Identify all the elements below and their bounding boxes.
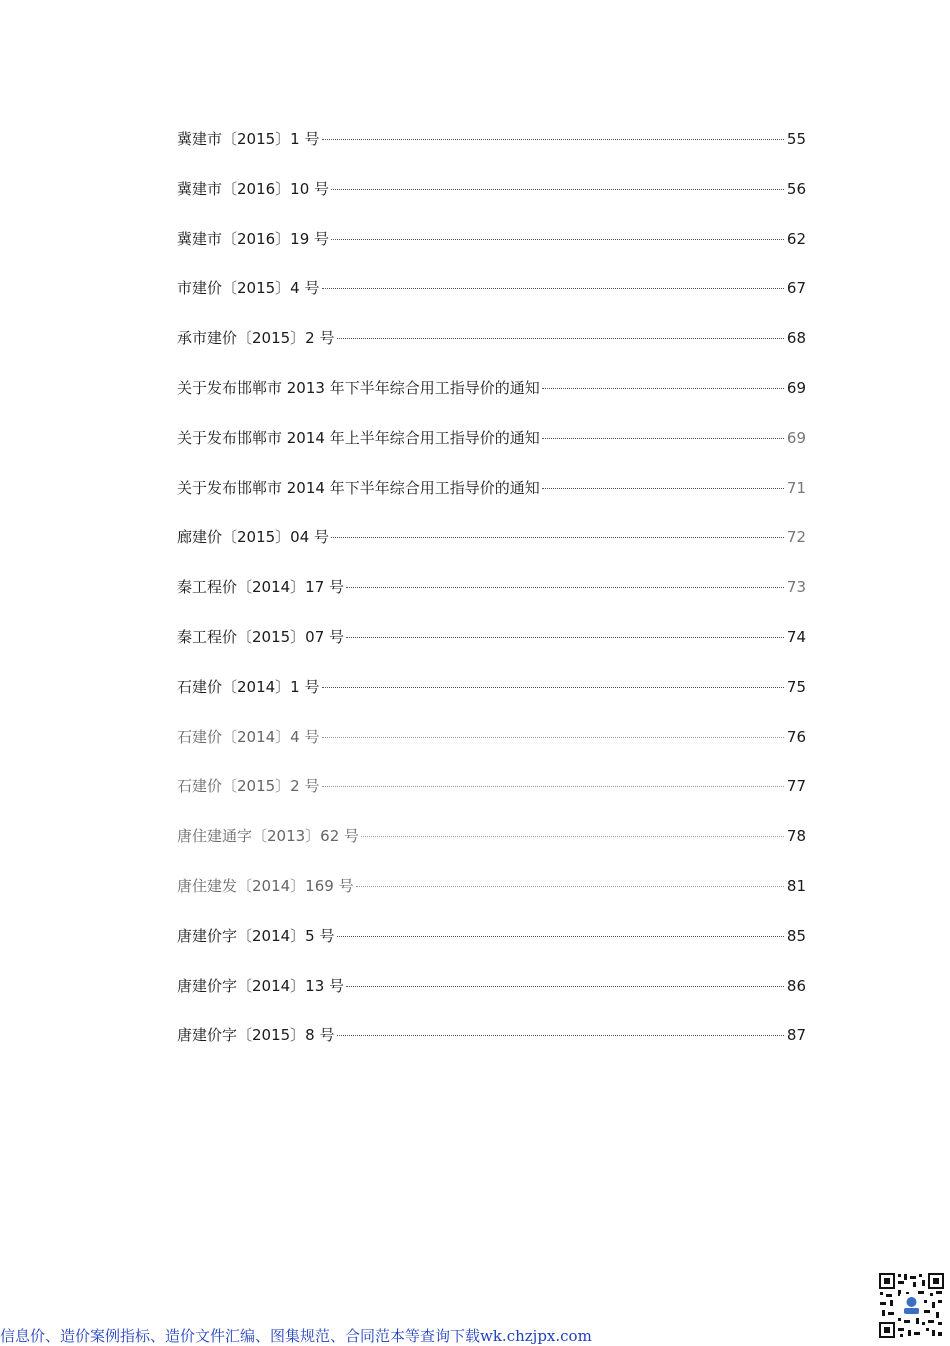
toc-entry-title: 冀建市〔2015〕1 号 <box>177 130 320 148</box>
toc-entry-title: 关于发布邯郸市 2014 年下半年综合用工指导价的通知 <box>177 478 540 497</box>
toc-entry[interactable] <box>177 377 806 427</box>
toc-entry-title: 冀建市〔2016〕19 号 <box>177 229 330 248</box>
toc-entry-page-number: 75 <box>786 677 806 696</box>
toc-entry-page-number: 81 <box>786 876 806 895</box>
toc-entry-page-number: 69 <box>786 428 806 447</box>
toc-dot-leader <box>331 239 784 240</box>
toc-entry-title: 唐建价字〔2014〕5 号 <box>177 926 335 945</box>
toc-entry-page-number: 87 <box>786 1026 806 1045</box>
toc-dot-leader <box>356 886 784 887</box>
toc-entry[interactable] <box>177 427 806 477</box>
toc-entry[interactable] <box>177 128 806 178</box>
toc-dot-leader <box>322 737 784 738</box>
toc-entry-page-number: 74 <box>786 627 806 646</box>
footer-promo-link[interactable]: 信息价、造价案例指标、造价文件汇编、图集规范、合同范本等查询下载wk.chzjpx.com <box>0 1327 592 1345</box>
toc-dot-leader <box>337 1035 784 1036</box>
toc-dot-leader <box>322 786 784 787</box>
toc-entry-title: 唐住建发〔2014〕169 号 <box>177 876 354 895</box>
toc-dot-leader <box>331 537 784 538</box>
toc-dot-leader <box>337 338 784 339</box>
toc-dot-leader <box>322 139 784 140</box>
toc-dot-leader <box>542 388 784 389</box>
toc-entry-title: 市建价〔2015〕4 号 <box>177 279 320 298</box>
toc-entry[interactable] <box>177 576 806 626</box>
toc-entry[interactable] <box>177 477 806 527</box>
toc-dot-leader <box>322 288 784 289</box>
toc-entry-title: 唐建价字〔2014〕13 号 <box>177 976 345 995</box>
toc-entry-page-number: 77 <box>786 777 806 796</box>
toc-entry-page-number: 62 <box>786 229 806 248</box>
qr-code-icon <box>878 1272 945 1339</box>
toc-entry-title: 唐住建通字〔2013〕62 号 <box>177 827 360 846</box>
toc-dot-leader <box>331 189 784 190</box>
toc-entry-page-number: 73 <box>786 578 806 597</box>
toc-entry-title: 秦工程价〔2014〕17 号 <box>177 578 345 597</box>
toc-entry-title: 廊建价〔2015〕04 号 <box>177 528 330 547</box>
toc-entry[interactable] <box>177 626 806 676</box>
toc-entry-page-number: 85 <box>786 926 806 945</box>
toc-dot-leader <box>322 687 784 688</box>
toc-entry-page-number: 78 <box>786 827 806 846</box>
toc-dot-leader <box>542 488 784 489</box>
toc-dot-leader <box>346 587 784 588</box>
toc-entry-title: 石建价〔2015〕2 号 <box>177 777 320 796</box>
toc-entry[interactable] <box>177 1024 806 1074</box>
toc-dot-leader <box>337 936 784 937</box>
toc-entry-page-number: 55 <box>786 130 806 148</box>
toc-entry[interactable] <box>177 925 806 975</box>
toc-entry[interactable] <box>177 526 806 576</box>
toc-entry[interactable] <box>177 726 806 776</box>
toc-entry[interactable] <box>177 178 806 228</box>
toc-dot-leader <box>542 438 784 439</box>
toc-entry[interactable] <box>177 875 806 925</box>
toc-entry[interactable] <box>177 825 806 875</box>
toc-entry[interactable] <box>177 676 806 726</box>
toc-entry-title: 秦工程价〔2015〕07 号 <box>177 627 345 646</box>
toc-entry-page-number: 56 <box>786 179 806 198</box>
toc-entry-title: 承市建价〔2015〕2 号 <box>177 329 335 348</box>
toc-entry-title: 关于发布邯郸市 2014 年上半年综合用工指导价的通知 <box>177 428 540 447</box>
toc-entry-page-number: 67 <box>786 279 806 298</box>
toc-entry-page-number: 69 <box>786 378 806 397</box>
toc-entry-page-number: 71 <box>786 478 806 497</box>
toc-entry-title: 唐建价字〔2015〕8 号 <box>177 1026 335 1045</box>
toc-entry-page-number: 72 <box>786 528 806 547</box>
toc-entry[interactable] <box>177 228 806 278</box>
toc-entry-title: 关于发布邯郸市 2013 年下半年综合用工指导价的通知 <box>177 378 540 397</box>
toc-entry[interactable] <box>177 975 806 1025</box>
toc-entry-title: 石建价〔2014〕1 号 <box>177 677 320 696</box>
table-of-contents <box>177 128 806 1074</box>
toc-entry-page-number: 86 <box>786 976 806 995</box>
toc-dot-leader <box>361 836 784 837</box>
toc-entry-page-number: 68 <box>786 329 806 348</box>
toc-entry-title: 石建价〔2014〕4 号 <box>177 727 320 746</box>
toc-entry[interactable] <box>177 277 806 327</box>
toc-entry-page-number: 76 <box>786 727 806 746</box>
toc-entry[interactable] <box>177 327 806 377</box>
toc-entry[interactable] <box>177 775 806 825</box>
toc-entry-title: 冀建市〔2016〕10 号 <box>177 179 330 198</box>
toc-dot-leader <box>346 986 784 987</box>
toc-dot-leader <box>346 637 784 638</box>
